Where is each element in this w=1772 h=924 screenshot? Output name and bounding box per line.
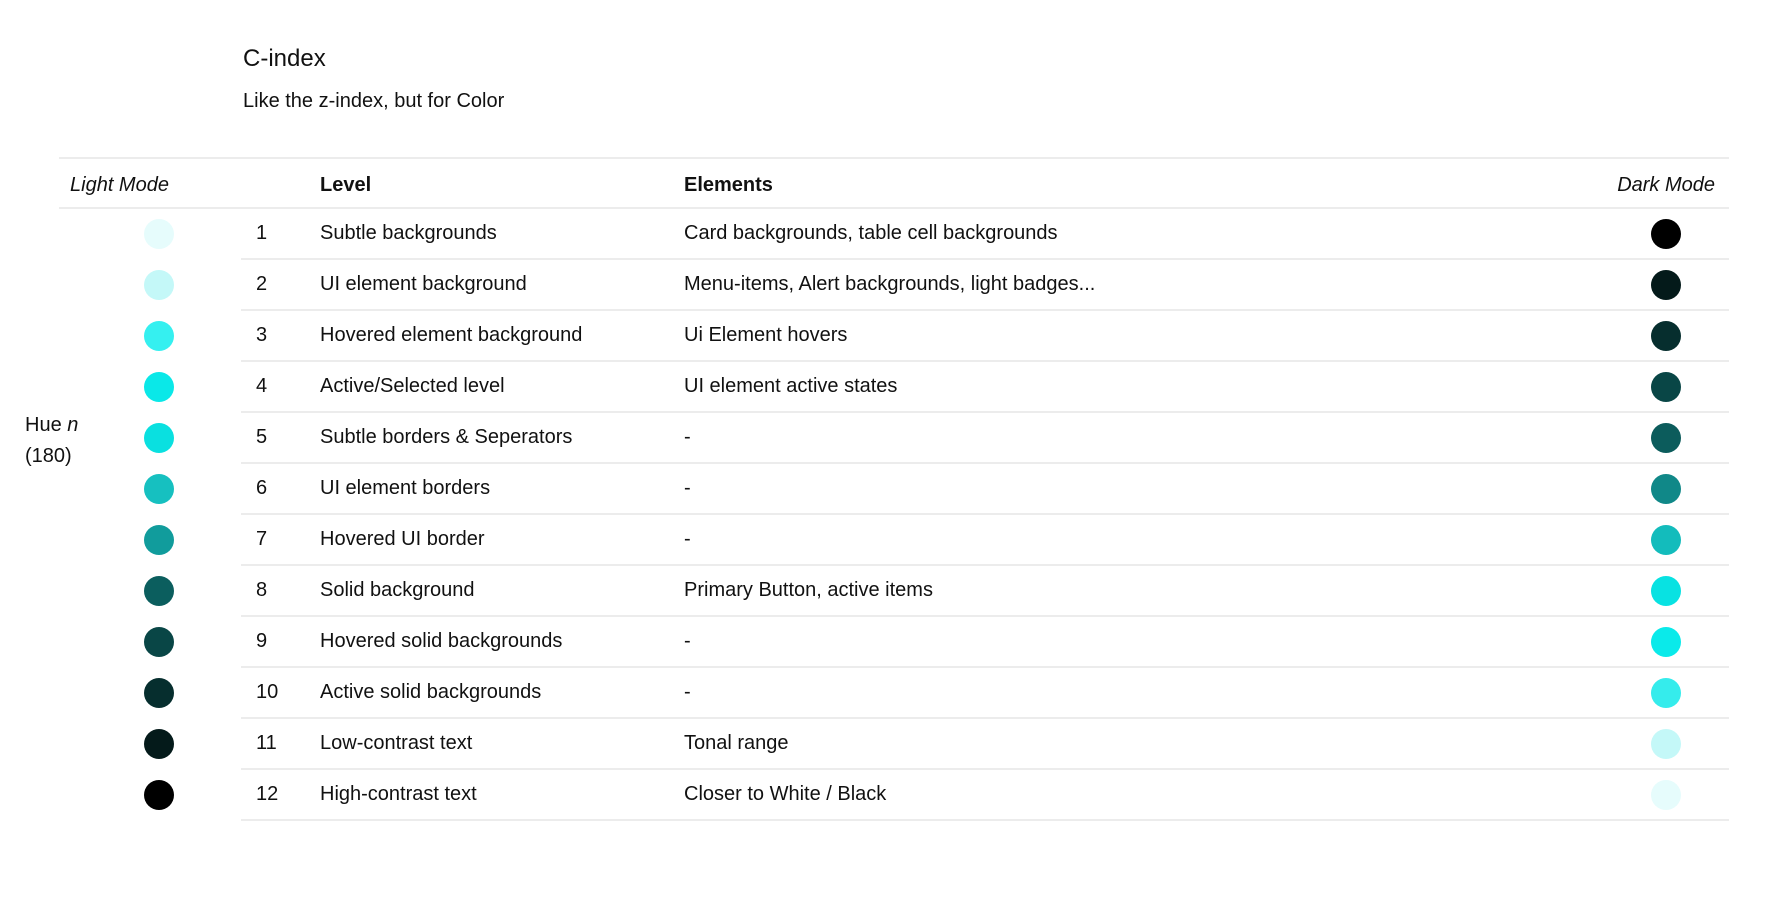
dark-mode-swatch <box>1651 270 1681 300</box>
level-elements: Card backgrounds, table cell backgrounds <box>684 222 1058 244</box>
level-elements: - <box>684 426 691 448</box>
table-row <box>0 311 1772 362</box>
light-mode-swatch <box>144 576 174 606</box>
dark-mode-swatch <box>1651 219 1681 249</box>
level-elements: Menu-items, Alert backgrounds, light badges... <box>684 273 1096 295</box>
light-mode-swatch <box>144 474 174 504</box>
header-elements: Elements <box>684 174 773 196</box>
dark-mode-swatch <box>1651 678 1681 708</box>
light-mode-swatch <box>144 372 174 402</box>
table-row <box>0 260 1772 311</box>
color-level-table <box>0 209 1772 821</box>
level-elements: Closer to White / Black <box>684 783 887 805</box>
level-elements: Ui Element hovers <box>684 324 848 346</box>
table-row <box>0 617 1772 668</box>
dark-mode-swatch <box>1651 372 1681 402</box>
light-mode-swatch <box>144 627 174 657</box>
dark-mode-swatch <box>1651 780 1681 810</box>
header-level: Level <box>320 174 372 196</box>
level-name: High-contrast text <box>320 783 477 805</box>
level-name: Low-contrast text <box>320 732 473 754</box>
level-elements: - <box>684 477 691 499</box>
level-number: 6 <box>256 477 268 499</box>
level-name: Hovered element background <box>320 324 583 346</box>
light-mode-swatch <box>144 321 174 351</box>
table-row <box>0 719 1772 770</box>
row-divider <box>241 819 1729 821</box>
level-name: Hovered solid backgrounds <box>320 630 563 652</box>
dark-mode-swatch <box>1651 474 1681 504</box>
light-mode-swatch <box>144 729 174 759</box>
level-number: 7 <box>256 528 268 550</box>
level-elements: Primary Button, active items <box>684 579 933 601</box>
table-top-divider <box>59 157 1729 159</box>
dark-mode-swatch <box>1651 321 1681 351</box>
level-name: Active solid backgrounds <box>320 681 542 703</box>
level-name: Subtle backgrounds <box>320 222 497 244</box>
light-mode-swatch <box>144 270 174 300</box>
level-name: Solid background <box>320 579 475 601</box>
hue-label-variable: n <box>67 414 79 436</box>
level-elements: - <box>684 630 691 652</box>
level-number: 8 <box>256 579 268 601</box>
table-row <box>0 362 1772 413</box>
level-name: Hovered UI border <box>320 528 485 550</box>
level-number: 1 <box>256 222 268 244</box>
level-elements: Tonal range <box>684 732 789 754</box>
level-number: 5 <box>256 426 268 448</box>
level-number: 9 <box>256 630 268 652</box>
level-number: 4 <box>256 375 268 397</box>
header-light-mode: Light Mode <box>70 174 169 196</box>
level-name: UI element borders <box>320 477 491 499</box>
level-name: UI element background <box>320 273 527 295</box>
page-subtitle: Like the z-index, but for Color <box>243 90 505 112</box>
table-row <box>0 413 1772 464</box>
level-number: 11 <box>256 732 277 754</box>
table-row <box>0 566 1772 617</box>
light-mode-swatch <box>144 423 174 453</box>
dark-mode-swatch <box>1651 423 1681 453</box>
level-elements: - <box>684 528 691 550</box>
dark-mode-swatch <box>1651 525 1681 555</box>
light-mode-swatch <box>144 780 174 810</box>
level-number: 10 <box>256 681 279 703</box>
page-title: C-index <box>243 45 326 72</box>
table-row <box>0 515 1772 566</box>
dark-mode-swatch <box>1651 576 1681 606</box>
header-dark-mode: Dark Mode <box>1617 174 1715 196</box>
hue-label-prefix: Hue <box>25 414 68 436</box>
table-row <box>0 668 1772 719</box>
dark-mode-swatch <box>1651 729 1681 759</box>
table-row <box>0 464 1772 515</box>
level-name: Active/Selected level <box>320 375 505 397</box>
level-elements: - <box>684 681 691 703</box>
light-mode-swatch <box>144 678 174 708</box>
light-mode-swatch <box>144 525 174 555</box>
hue-label-value: (180) <box>25 445 72 467</box>
table-row <box>0 770 1772 821</box>
dark-mode-swatch <box>1651 627 1681 657</box>
light-mode-swatch <box>144 219 174 249</box>
level-elements: UI element active states <box>684 375 898 397</box>
level-number: 3 <box>256 324 268 346</box>
level-number: 12 <box>256 783 279 805</box>
table-row <box>0 209 1772 260</box>
level-number: 2 <box>256 273 268 295</box>
level-name: Subtle borders & Seperators <box>320 426 573 448</box>
